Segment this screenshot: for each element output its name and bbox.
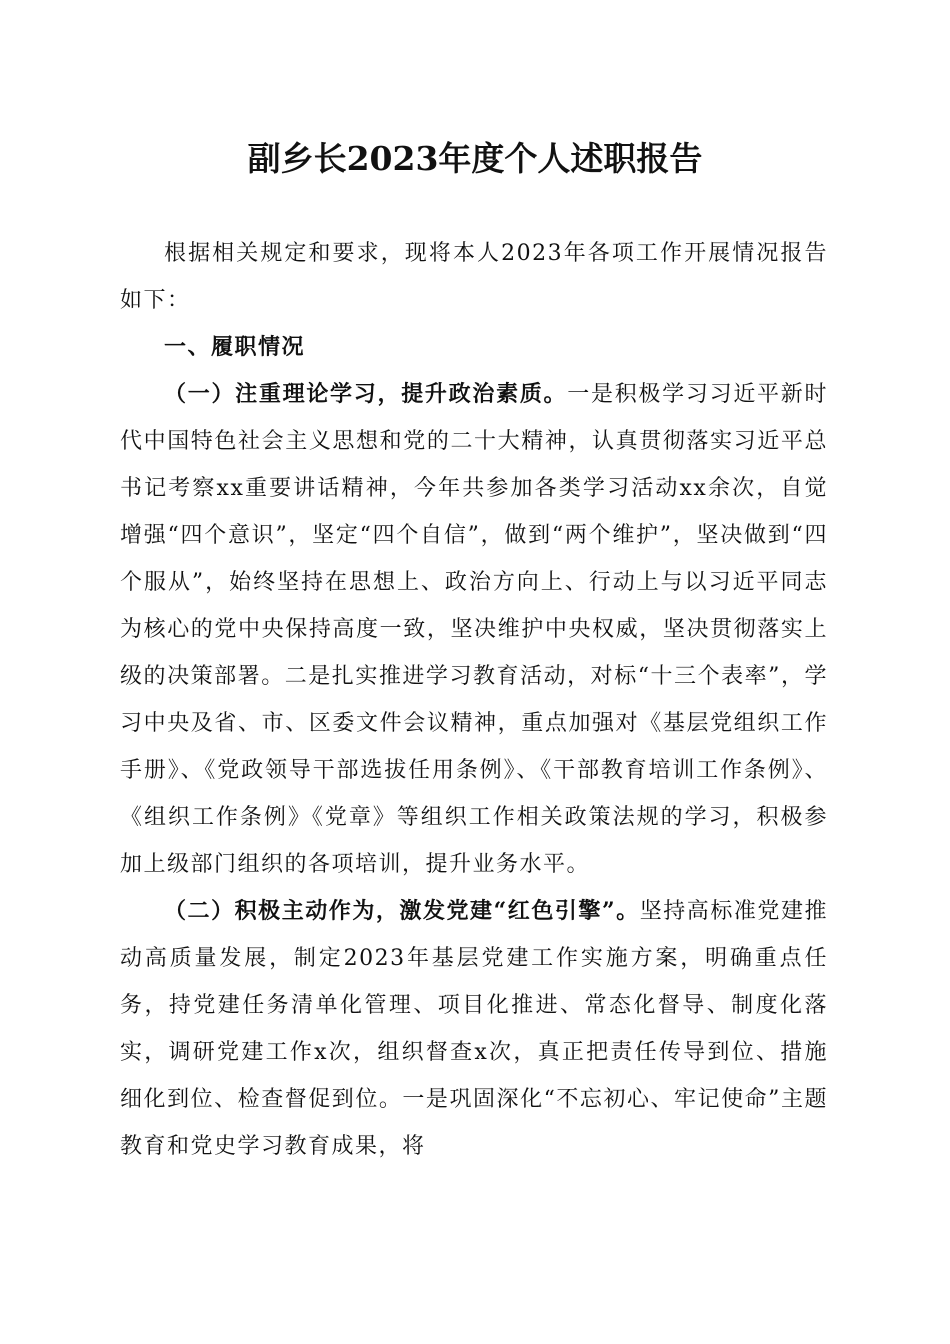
paragraph-1-lead: （一）注重理论学习，提升政治素质。: [164, 381, 568, 407]
document-body: [120, 230, 828, 1170]
document-title: 副乡长2023年度个人述职报告: [247, 139, 703, 178]
paragraph-2-lead: （二）积极主动作为，激发党建“红色引擎”。: [164, 898, 640, 924]
paragraph-1: [120, 371, 828, 888]
section-heading: 一、履职情况: [164, 334, 306, 360]
paragraph-2: [120, 888, 828, 1170]
paragraph-1-body: 一是积极学习习近平新时代中国特色社会主义思想和党的二十大精神，认真贯彻落实习近平总书记考察xx重要讲话精神，今年共参加各类学习活动xx余次，自觉增强“四个意识”，坚定“四个自信”，做到“两个维护”，坚决做到“四个服从”，始终坚持在思想上、政治方向上、行动上与以习近平同志为核心的党中央保持高度一致，坚决维护中央权威，坚决贯彻落实上级的决策部署。二是扎实推进学习教育活动，对标“十三个表率”，学习中央及省、市、区委文件会议精神，重点加强对《基层党组织工作手册》、《党政领导干部选拔任用条例》、《干部教育培训工作条例》、《组织工作条例》《党章》等组织工作相关政策法规的学习，积极参加上级部门组织的各项培训，提升业务水平。: [120, 382, 828, 877]
intro-paragraph: 根据相关规定和要求，现将本人2023年各项工作开展情况报告如下：: [120, 241, 828, 313]
paragraph-2-body: 坚持高标准党建推动高质量发展，制定2023年基层党建工作实施方案，明确重点任务，持党建任务清单化管理、项目化推进、常态化督导、制度化落实，调研党建工作x次，组织督查x次，真正把责任传导到位、措施细化到位、检查督促到位。一是巩固深化“不忘初心、牢记使命”主题教育和党史学习教育成果，将: [120, 899, 828, 1159]
